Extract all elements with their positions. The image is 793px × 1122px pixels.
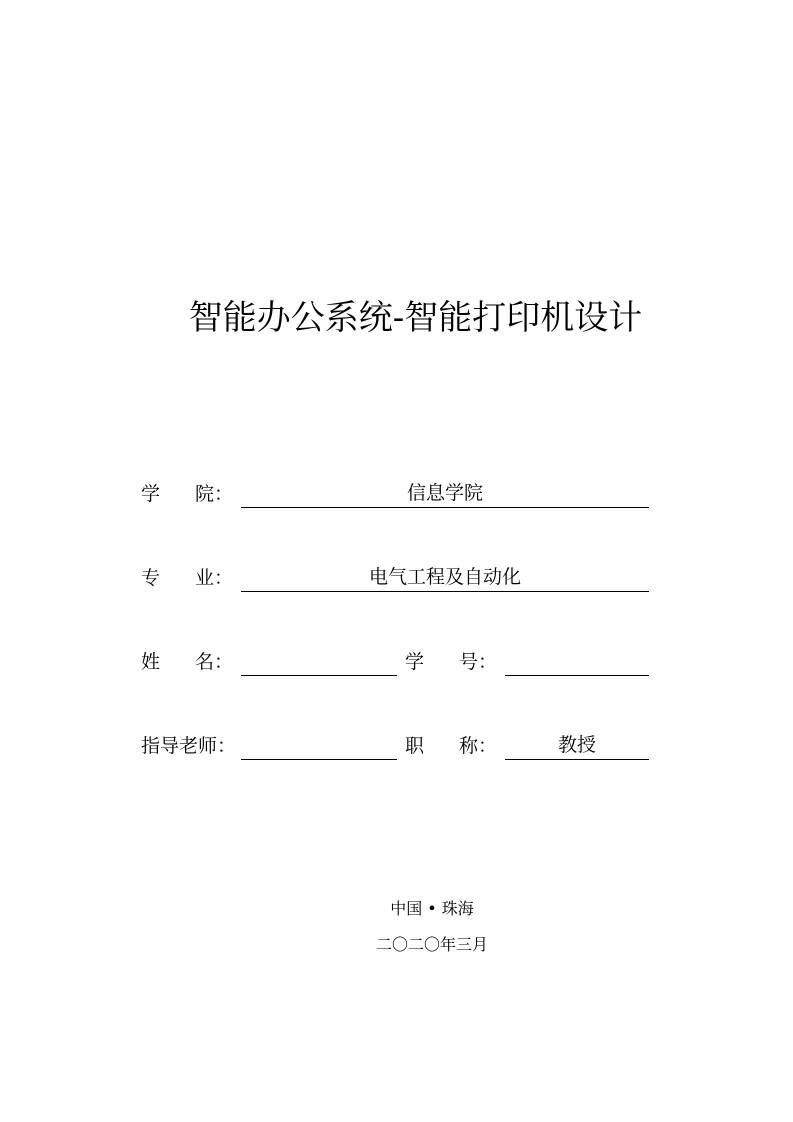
student-id-label-first: 学 [405, 651, 425, 673]
student-id-field[interactable] [505, 647, 649, 676]
college-label [141, 482, 233, 506]
major-label [141, 566, 233, 590]
document-title: 智能办公系统-智能打印机设计 [188, 298, 643, 338]
location-text: 中国 • 珠海 [390, 899, 474, 918]
title-rank-label [405, 734, 497, 758]
major-field[interactable]: 电气工程及自动化 [241, 563, 649, 592]
student-id-label-second: 号： [458, 651, 497, 673]
title-rank-label-second: 称： [458, 735, 497, 757]
advisor-label: 指导老师： [141, 735, 237, 757]
title-rank-field[interactable]: 教授 [505, 731, 649, 760]
college-label-second: 院： [194, 483, 233, 505]
advisor-field[interactable] [241, 731, 397, 760]
major-label-first: 专 [141, 567, 161, 589]
name-label-second: 名： [194, 651, 233, 673]
name-label-first: 姓 [141, 651, 161, 673]
name-field[interactable] [241, 647, 397, 676]
college-field[interactable]: 信息学院 [241, 479, 649, 508]
date-text: 二〇二〇年三月 [375, 935, 488, 954]
college-label-first: 学 [141, 483, 161, 505]
name-label [141, 650, 233, 674]
title-rank-label-first: 职 [405, 735, 425, 757]
student-id-label [405, 650, 497, 674]
major-label-second: 业： [194, 567, 233, 589]
